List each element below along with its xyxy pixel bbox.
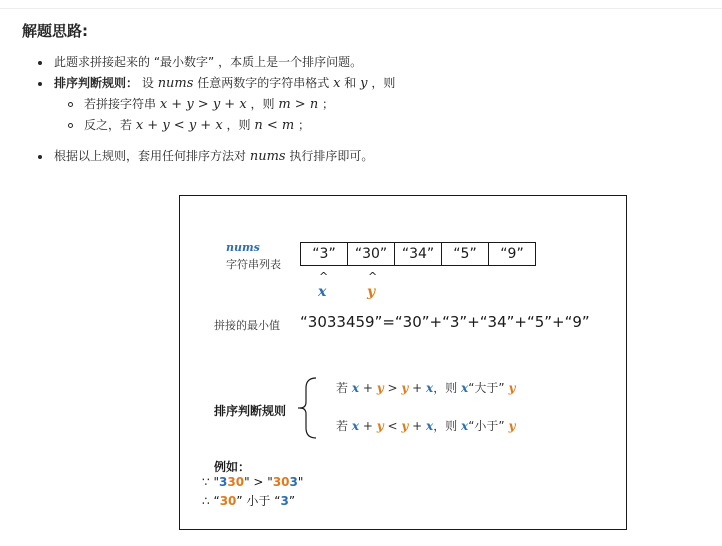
rule-brace [298,376,320,440]
list-item [38,146,395,167]
sort-rule-label: 排序判断规则 [214,404,287,418]
math-var: nums [249,149,286,164]
top-divider [0,8,722,9]
rule-op: < [383,419,402,433]
bullet-text: ，则 [250,97,275,111]
rule-text: “小于” [468,419,505,433]
math-var: nums [157,76,194,91]
bullet-dot [38,155,42,159]
var-y: y [401,419,409,433]
quote: ” [236,494,243,508]
var-x: x [461,381,469,395]
quote: “ [274,494,281,508]
nums-label: nums [226,241,260,254]
bullet-text: 设 [141,76,154,90]
bullet-text: ； [322,97,335,111]
example-part-orange: 30 [219,494,237,508]
bullet-dot [38,61,42,65]
rule-text: 若 [336,381,349,395]
math-expr: x + y > y + x [159,97,247,112]
array-cell: “9” [488,242,536,266]
array-cell: “5” [441,242,489,266]
example-line-because [202,475,303,489]
example-label: 例如： [214,460,251,474]
var-y: y [508,381,516,395]
rule-op: + [359,381,377,395]
var-x: x [351,381,359,395]
rule-text: ，则 [433,381,458,395]
bullet-ring [68,123,73,128]
bullet-text: 根据以上规则，套用任何排序方法对 [54,149,247,163]
bullet-text: 任意两数字的字符串格式 [197,76,330,90]
sub-list-item [68,94,395,115]
bullet-text: ； [298,118,311,132]
example-part-blue: 3 [289,475,298,489]
sub-list [54,94,395,136]
bullet-text: 若拼接字符串 [84,97,157,111]
rule-op: > [383,381,402,395]
var-y: y [401,381,409,395]
quote: " [244,475,250,489]
list-item [38,52,395,73]
example-part-orange: 30 [227,475,245,489]
var-x: x [461,419,469,433]
example-part-orange: 30 [272,475,290,489]
array-cell: “34” [394,242,442,266]
var-y: y [376,381,384,395]
array-label: 字符串列表 [226,258,281,271]
bullet-text: ，则 [371,76,396,90]
min-value-label: 拼接的最小值 [214,319,280,332]
pointer-caret-y: ^ [368,270,378,283]
bullet-text: 此题求拼接起来的 “最小数字” ，本质上是一个排序问题。 [54,55,363,69]
rule-text: 若 [336,419,349,433]
pointer-caret-x: ^ [319,270,329,283]
var-x: x [426,419,434,433]
pointer-y-label: y [367,284,376,300]
array-cell: “3” [300,242,348,266]
rule-greater [336,379,515,396]
math-expr: m > n [278,97,319,112]
quote: “ [213,494,220,508]
list-item [38,73,395,94]
var-x: x [426,381,434,395]
rule-text: “大于” [468,381,505,395]
example-line-therefore [202,492,295,509]
bullet-text: ，则 [226,118,251,132]
bullet-ring [68,102,73,107]
string-array [300,242,536,266]
list-item [38,94,395,136]
rule-heading: 排序判断规则： [54,76,139,90]
bullet-text: 和 [344,76,357,90]
quote: " [267,475,273,489]
array-cell: “30” [347,242,395,266]
example-part-blue: 3 [280,494,289,508]
var-y: y [508,419,516,433]
example-part-blue: 3 [219,475,228,489]
quote: " [297,475,304,489]
math-expr: x + y < y + x [135,118,223,133]
because-symbol: ∵ [202,475,210,489]
rule-text: ，则 [433,419,458,433]
quote: " [213,475,219,489]
math-var: y [360,76,368,91]
explanation-figure [179,195,627,530]
rule-op: + [408,381,427,395]
bullet-text: 执行排序即可。 [289,149,374,163]
rule-op: + [408,419,427,433]
quote: ” [288,494,296,508]
rule-op: + [359,419,377,433]
list-spacer [38,136,395,146]
therefore-symbol: ∴ [202,494,210,508]
var-y: y [376,419,384,433]
compare-op: > [249,475,268,489]
math-expr: n < m [254,118,295,133]
bullet-dot [38,82,42,86]
var-x: x [351,419,359,433]
pointer-x-label: x [318,284,327,300]
sub-list-item [68,115,395,136]
idea-list [38,52,395,167]
section-title: 解题思路: [22,22,88,40]
example-text: 小于 [242,494,275,508]
rule-less [336,417,515,434]
min-value-expression: “3033459”=“30”+“3”+“34”+“5”+“9” [300,313,590,331]
math-var: x [333,76,341,91]
bullet-text: 反之，若 [84,118,133,132]
